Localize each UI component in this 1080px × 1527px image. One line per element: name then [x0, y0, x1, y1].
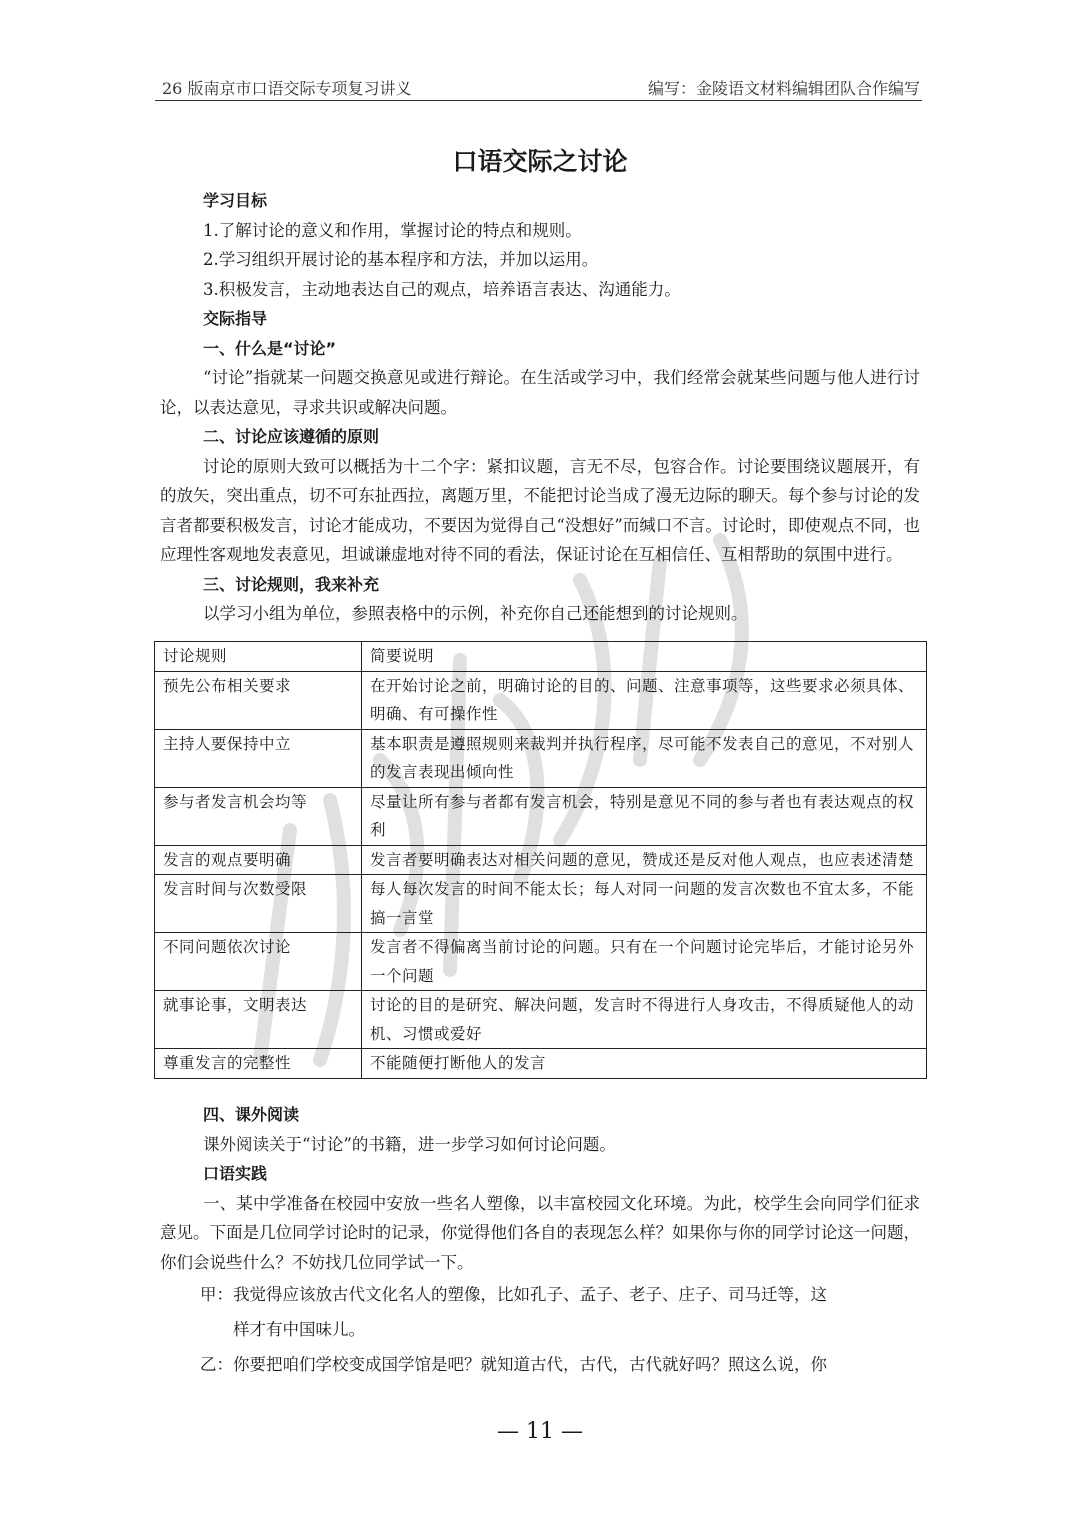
section-1-text: “讨论”指就某一问题交换意见或进行辩论。在生活或学习中，我们经常会就某些问题与他人进行讨论，以表达意见，寻求共识或解决问题。 [160, 368, 920, 417]
goal-item: 1.了解讨论的意义和作用，掌握讨论的特点和规则。 [203, 220, 582, 240]
page-title: 口语交际之讨论 [452, 147, 628, 176]
table-row [155, 729, 927, 787]
dialog-yi-line: 乙：你要把咱们学校变成国学馆是吧？就知道古代，古代，古代就好吗？照这么说，你 [200, 1355, 827, 1374]
page-header [155, 76, 922, 101]
rule-desc-cell: 尽量让所有参与者都有发言机会，特别是意见不同的参与者也有表达观点的权利 [362, 787, 927, 845]
practice-intro: 一、某中学准备在校园中安放一些名人塑像，以丰富校园文化环境。为此，校学生会向同学们征求意见。下面是几位同学讨论时的记录，你觉得他们各自的表现怎么样？如果你与你的同学讨论这一问题，你们会说些什么？不妨找几位同学试一下。 [160, 1193, 920, 1272]
rule-name-cell: 预先公布相关要求 [155, 671, 362, 729]
section-3-text: 以学习小组为单位，参照表格中的示例，补充你自己还能想到的讨论规则。 [203, 604, 748, 623]
header-left-text: 26 版南京市口语交际专项复习讲义 [162, 79, 412, 98]
dialog-jia-line: 甲：我觉得应该放古代文化名人的塑像，比如孔子、孟子、老子、庄子、司马迁等，这 [200, 1285, 827, 1304]
table-row [155, 991, 927, 1049]
rule-desc-cell: 基本职责是遵照规则来裁判并执行程序，尽可能不发表自己的意见，不对别人的发言表现出倾向性 [362, 729, 927, 787]
rule-name-cell: 参与者发言机会均等 [155, 787, 362, 845]
rules-table [154, 641, 927, 1079]
practice-heading: 口语实践 [203, 1164, 268, 1183]
rule-name-cell: 不同问题依次讨论 [155, 933, 362, 991]
section-3-title: 三、讨论规则，我来补充 [203, 574, 380, 594]
table-header-cell: 讨论规则 [155, 642, 362, 672]
rule-name-cell: 发言的观点要明确 [155, 845, 362, 875]
rule-name-cell: 主持人要保持中立 [155, 729, 362, 787]
dialog-jia-cont: 样才有中国味儿。 [233, 1320, 365, 1339]
goals-heading: 学习目标 [203, 191, 268, 210]
rule-desc-cell: 不能随便打断他人的发言 [362, 1049, 927, 1079]
table-row [155, 787, 927, 845]
main-content [160, 186, 920, 629]
rule-desc-cell: 讨论的目的是研究、解决问题，发言时不得进行人身攻击，不得质疑他人的动机、习惯或爱好 [362, 991, 927, 1049]
table-row [155, 933, 927, 991]
rule-name-cell: 发言时间与次数受限 [155, 875, 362, 933]
section-4-title: 四、课外阅读 [203, 1105, 300, 1124]
dialog-block [160, 1277, 920, 1382]
section-4-text: 课外阅读关于“讨论”的书籍，进一步学习如何讨论问题。 [203, 1134, 616, 1154]
rule-name-cell: 尊重发言的完整性 [155, 1049, 362, 1079]
table-row [155, 671, 927, 729]
rule-name-cell: 就事论事，文明表达 [155, 991, 362, 1049]
rule-desc-cell: 发言者要明确表达对相关问题的意见，赞成还是反对他人观点，也应表述清楚 [362, 845, 927, 875]
table-header-cell: 简要说明 [362, 642, 927, 672]
goal-item: 3.积极发言，主动地表达自己的观点，培养语言表达、沟通能力。 [203, 279, 681, 299]
rule-desc-cell: 每人每次发言的时间不能太长；每人对同一问题的发言次数也不宜太多，不能搞一言堂 [362, 875, 927, 933]
guide-heading: 交际指导 [203, 309, 268, 328]
rule-desc-cell: 在开始讨论之前，明确讨论的目的、问题、注意事项等，这些要求必须具体、明确、有可操作性 [362, 671, 927, 729]
page-number: — 11 — [497, 1419, 583, 1444]
table-header-row [155, 642, 927, 672]
header-right-text: 编写：金陵语文材料编辑团队合作编写 [647, 79, 920, 98]
section-2-text: 讨论的原则大致可以概括为十二个字：紧扣议题，言无不尽，包容合作。讨论要围绕议题展开，有的放矢，突出重点，切不可东扯西拉，离题万里，不能把讨论当成了漫无边际的聊天。每个参与讨论的发言者都要积极发言，讨论才能成功，不要因为觉得自己“没想好”而缄口不言。讨论时，即使观点不同，也应理性客观地发表意见，坦诚谦虚地对待不同的看法，保证讨论在互相信任、互相帮助的氛围中进行。 [160, 456, 920, 564]
rule-desc-cell: 发言者不得偏离当前讨论的问题。只有在一个问题讨论完毕后，才能讨论另外一个问题 [362, 933, 927, 991]
table-row [155, 845, 927, 875]
table-row [155, 1049, 927, 1079]
after-table-content [160, 1100, 920, 1382]
section-1-title: 一、什么是“讨论” [203, 338, 337, 358]
goal-item: 2.学习组织开展讨论的基本程序和方法，并加以运用。 [203, 250, 599, 269]
table-row [155, 875, 927, 933]
section-2-title: 二、讨论应该遵循的原则 [203, 427, 380, 446]
